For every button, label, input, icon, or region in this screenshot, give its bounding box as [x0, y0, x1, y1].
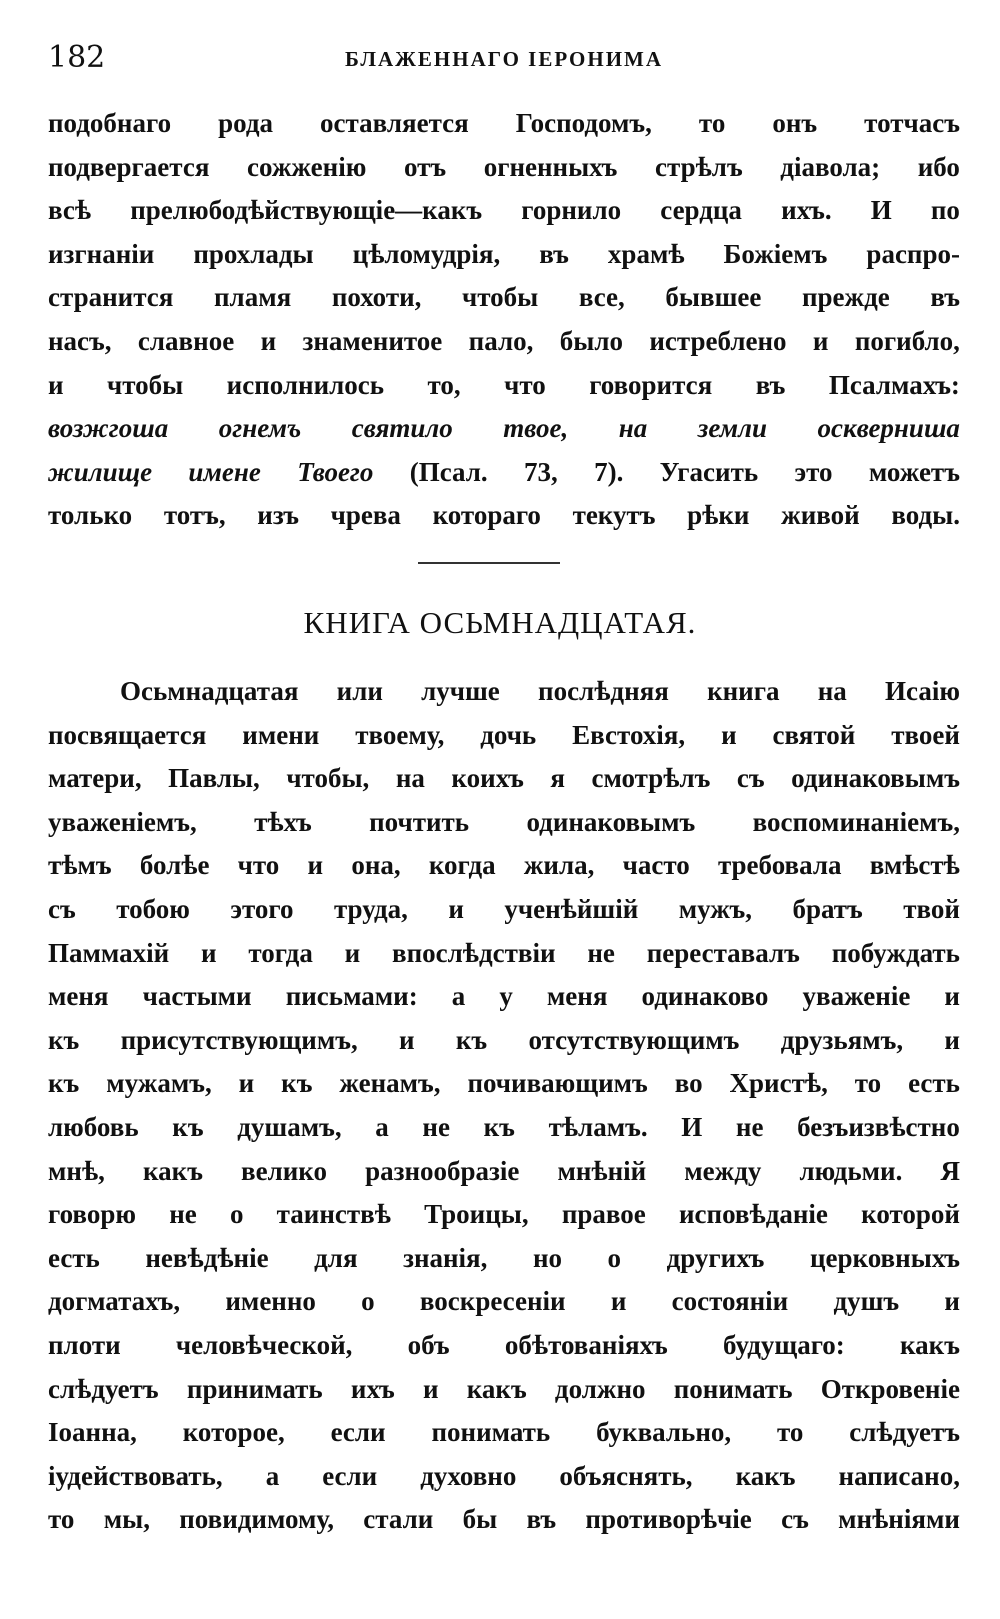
word: безъизвѣстно [797, 1111, 960, 1142]
word: уваженіе [802, 981, 911, 1012]
word: живой [781, 500, 860, 531]
word: говорится [589, 369, 713, 400]
word: о [229, 1199, 244, 1230]
word: въ [526, 1504, 557, 1535]
word: прохлады [193, 238, 314, 269]
text-line [48, 932, 960, 976]
word: то [698, 108, 726, 138]
word: и [422, 1373, 439, 1404]
word: или [336, 676, 383, 706]
word: Угасить [659, 456, 759, 487]
word: только [48, 500, 133, 531]
text-line [48, 1237, 960, 1281]
word: церковныхъ [809, 1242, 960, 1273]
book-title: КНИГА ОСЬМНАДЦАТАЯ. [303, 605, 697, 640]
word: плоти [48, 1329, 121, 1360]
word: жила, [523, 850, 595, 881]
word: болѣе [139, 850, 210, 881]
word: о [361, 1286, 375, 1317]
text-line [48, 844, 960, 888]
word: огненныхъ [483, 151, 618, 182]
word: женамъ, [339, 1068, 441, 1099]
word: присутствующимъ, [120, 1024, 358, 1055]
word: требовала [717, 850, 842, 881]
word: чтобы [462, 282, 539, 313]
text-line [48, 364, 960, 408]
word: съ [48, 893, 76, 924]
word: но [532, 1242, 563, 1273]
word: когда [428, 850, 496, 881]
word: въ [930, 282, 960, 313]
word: іудействовать, [48, 1460, 223, 1491]
text-line [48, 1150, 960, 1194]
word: душамъ, [237, 1111, 342, 1142]
word: и [448, 893, 464, 924]
word: мнѣ, [48, 1155, 105, 1186]
word: прелюбодѣйствующіе—какъ [130, 195, 483, 226]
word: ихъ [350, 1373, 395, 1404]
text-line [48, 757, 960, 801]
word: къ [483, 1111, 515, 1142]
word: разнообразіе [365, 1155, 520, 1186]
text-line [48, 1019, 960, 1063]
italic-word: твое, [503, 413, 569, 444]
text-line [48, 1324, 960, 1368]
word: одинаковымъ [791, 763, 960, 794]
word: состояніи [671, 1286, 789, 1317]
italic-word: оскверниша [817, 413, 960, 444]
word: и [307, 850, 324, 881]
word: мнѣніями [838, 1504, 960, 1535]
word: о [607, 1242, 622, 1273]
word: не [422, 1111, 450, 1142]
word: меня [546, 981, 608, 1012]
word: частыми [142, 981, 252, 1012]
word: какъ [900, 1329, 960, 1360]
word: 7). [594, 456, 624, 487]
text-line [48, 146, 960, 190]
word: часто [622, 850, 690, 881]
word: ихъ. [781, 195, 832, 226]
word: есть [48, 1242, 100, 1273]
text-line [48, 276, 960, 320]
word: воспоминаніемъ, [752, 806, 960, 837]
page-number: 182 [48, 40, 106, 75]
word: странится [48, 282, 174, 313]
word: и [721, 719, 737, 750]
word: по [930, 195, 960, 226]
word: къ [48, 1024, 80, 1055]
word: тѣламъ. [548, 1111, 648, 1142]
word: вмѣстѣ [869, 850, 960, 881]
word: Христѣ, [729, 1068, 828, 1099]
word: что [237, 850, 280, 881]
word: принимать [186, 1373, 323, 1404]
word: слѣдуетъ [849, 1417, 960, 1448]
main-paragraph [48, 670, 960, 1542]
word: которое, [182, 1417, 285, 1448]
word: исповѣданіе [678, 1199, 828, 1230]
text-line [48, 1062, 960, 1106]
italic-word: на [618, 413, 648, 444]
word: а [451, 981, 466, 1012]
word: знанія, [403, 1242, 488, 1273]
word: на [395, 763, 425, 794]
text-line [48, 714, 960, 758]
word: пало, [468, 325, 534, 356]
word: цѣломудрія, [352, 238, 501, 269]
word: говорю [48, 1199, 136, 1230]
word: одинаково [641, 981, 769, 1012]
word: было [559, 325, 623, 356]
word: дочь [480, 719, 537, 750]
word: во [674, 1068, 703, 1099]
word: славное [137, 325, 235, 356]
word: чрева [330, 500, 401, 531]
word: а [265, 1460, 280, 1491]
word: тотъ, [163, 500, 226, 531]
word: смотрѣлъ [591, 763, 711, 794]
word: чтобы, [286, 763, 370, 794]
word: подвергается [48, 151, 210, 182]
text-line [48, 1455, 960, 1499]
word: и [610, 1286, 627, 1317]
word: изъ [257, 500, 299, 531]
text-line [48, 494, 960, 538]
word: мужамъ, [106, 1068, 212, 1099]
word: чтобы [107, 369, 184, 400]
word: она, [351, 850, 401, 881]
word: Псалмахъ: [828, 369, 960, 400]
word: къ [48, 1068, 80, 1099]
word: сердца [660, 195, 742, 226]
word: почтить [369, 806, 470, 837]
word: любовь [48, 1111, 139, 1142]
word: таинствѣ [276, 1199, 391, 1230]
word: къ [281, 1068, 313, 1099]
text-line [48, 1193, 960, 1237]
word: это [794, 456, 833, 487]
word: можетъ [868, 456, 960, 487]
word: должно [554, 1373, 646, 1404]
text-line [48, 1498, 960, 1542]
word: тѣхъ [254, 806, 312, 837]
word: душъ [833, 1286, 900, 1317]
word: онъ [772, 108, 818, 138]
text-line [48, 888, 960, 932]
word: и [812, 325, 829, 356]
word: людьми. [799, 1155, 903, 1186]
word: стали [363, 1504, 434, 1535]
word: послѣдняя [538, 676, 669, 706]
word: Іоанна, [48, 1417, 137, 1448]
word: и [260, 325, 277, 356]
word: если [322, 1460, 378, 1491]
word: Осьмнадцатая [120, 676, 299, 706]
word: мы, [103, 1504, 150, 1535]
word: то, [427, 369, 461, 400]
word: сожженію [247, 151, 367, 182]
word: Павлы, [168, 763, 260, 794]
word: Евстохія, [572, 719, 686, 750]
word: между [684, 1155, 762, 1186]
word: труда, [333, 893, 408, 924]
word: храмѣ [607, 238, 685, 269]
word: уваженіемъ, [48, 806, 197, 837]
word: этого [230, 893, 294, 924]
word: какъ [466, 1373, 527, 1404]
text-line [48, 975, 960, 1019]
word: какъ [735, 1460, 796, 1491]
word: знаменитое [302, 325, 443, 356]
italic-word: огнемъ [218, 413, 302, 444]
word: правое [561, 1199, 646, 1230]
text-line [48, 801, 960, 845]
word: что [504, 369, 546, 400]
word: и [944, 981, 960, 1012]
word: Паммахій [48, 937, 170, 968]
italic-word: земли [697, 413, 768, 444]
word: къ [172, 1111, 204, 1142]
italic-word: святило [351, 413, 453, 444]
text-line [48, 233, 960, 277]
word: и [48, 369, 64, 400]
word: тогда [248, 937, 313, 968]
word: то [777, 1417, 804, 1448]
word: невѣдѣніе [145, 1242, 269, 1273]
word: впослѣдствіи [392, 937, 556, 968]
running-title: БЛАЖЕННАГО ІЕРОНИМА [344, 47, 664, 71]
word: а [375, 1111, 389, 1142]
word: прежде [801, 282, 890, 313]
word: всѣ [48, 195, 92, 226]
text-line [48, 1280, 960, 1324]
word: 73, [524, 456, 558, 487]
section-separator-rule [418, 562, 560, 564]
word: все, [578, 282, 625, 313]
word: тобою [116, 893, 190, 924]
word: оставляется [320, 108, 469, 138]
word: Божіемъ [723, 238, 828, 269]
text-line [48, 451, 960, 495]
word: отсутствующимъ [528, 1024, 740, 1055]
word: твой [903, 893, 960, 924]
word: не [169, 1199, 197, 1230]
italic-word: имене [188, 456, 261, 487]
word: если [330, 1417, 386, 1448]
text-line [48, 1411, 960, 1455]
word: похоти, [331, 282, 422, 313]
word: и [200, 937, 217, 968]
word: братъ [792, 893, 863, 924]
word: мужъ, [678, 893, 752, 924]
word: исполнилось [226, 369, 385, 400]
text-line [48, 189, 960, 233]
word: въ [539, 238, 569, 269]
italic-word: Твоего [297, 456, 374, 487]
word: въ [755, 369, 786, 400]
word: И [681, 1111, 703, 1142]
text-line [48, 102, 960, 146]
word: которой [861, 1199, 960, 1230]
word: книга [707, 676, 780, 706]
word: діавола; [780, 151, 881, 182]
word: то [854, 1068, 882, 1099]
word: другихъ [666, 1242, 765, 1273]
text-line [48, 407, 960, 451]
word: воды. [891, 500, 960, 531]
word: переставалъ [646, 937, 800, 968]
word: съ [736, 763, 765, 794]
word: у [499, 981, 513, 1012]
word: духовно [420, 1460, 517, 1491]
word: есть [908, 1068, 960, 1099]
word: догматахъ, [48, 1286, 181, 1317]
word: Откровеніе [820, 1373, 960, 1404]
word: объ [407, 1329, 450, 1360]
word: рода [218, 108, 274, 138]
word: посвящается [48, 719, 207, 750]
text-line [48, 670, 960, 714]
word: изгнаніи [48, 238, 155, 269]
word: подобнаго [48, 108, 172, 138]
word: погибло, [854, 325, 960, 356]
word: буквально, [596, 1417, 732, 1448]
word: обѣтованіяхъ [504, 1329, 668, 1360]
word: текутъ [572, 500, 656, 531]
word: Я [940, 1155, 960, 1186]
word: ученѣйшій [504, 893, 639, 924]
word: лучше [421, 676, 500, 706]
word: съ [781, 1504, 809, 1535]
word: твоему, [355, 719, 445, 750]
word: человѣческой, [175, 1329, 353, 1360]
word: друзьямъ, [780, 1024, 904, 1055]
word: и [944, 1024, 960, 1055]
word: имени [242, 719, 320, 750]
word: мнѣній [557, 1155, 647, 1186]
word: тотчасъ [864, 108, 960, 138]
word: понимать [673, 1373, 793, 1404]
word: распро- [866, 238, 960, 269]
word: ибо [917, 151, 960, 182]
word: бывшее [665, 282, 762, 313]
word: Исаію [885, 676, 960, 706]
word: И [870, 195, 892, 226]
word: я [550, 763, 565, 794]
word: Господомъ, [515, 108, 652, 138]
word: объяснять, [559, 1460, 693, 1491]
word: письмами: [285, 981, 418, 1012]
word: бы [462, 1504, 498, 1535]
word: и [344, 937, 361, 968]
word: насъ, [48, 325, 112, 356]
word: пламя [214, 282, 292, 313]
word: котораго [432, 500, 541, 531]
word: повидимому, [179, 1504, 334, 1535]
top-paragraph [48, 102, 960, 538]
word: для [314, 1242, 358, 1273]
word: слѣдуетъ [48, 1373, 159, 1404]
word: горнило [521, 195, 622, 226]
word: меня [48, 981, 109, 1012]
text-line [48, 1368, 960, 1412]
word: (Псал. [409, 456, 488, 487]
word: рѣки [687, 500, 750, 531]
word: и [944, 1286, 960, 1317]
word: тѣмъ [48, 850, 112, 881]
word: побуждать [831, 937, 960, 968]
word: именно [225, 1286, 316, 1317]
word: и [399, 1024, 415, 1055]
word: коихъ [451, 763, 524, 794]
text-line [48, 1106, 960, 1150]
word: велико [241, 1155, 327, 1186]
word: на [817, 676, 847, 706]
word: святой [772, 719, 856, 750]
word: отъ [403, 151, 447, 182]
word: не [735, 1111, 764, 1142]
italic-word: жилище [48, 456, 153, 487]
word: и [238, 1068, 255, 1099]
text-line [48, 320, 960, 364]
word: къ [455, 1024, 488, 1055]
word: будущаго: [722, 1329, 845, 1360]
word: не [587, 937, 615, 968]
word: стрѣлъ [655, 151, 743, 182]
word: одинаковымъ [526, 806, 696, 837]
word: истреблено [649, 325, 787, 356]
word: матери, [48, 763, 142, 794]
word: понимать [431, 1417, 551, 1448]
running-head [48, 38, 960, 78]
italic-word: возжгоша [48, 413, 169, 444]
word: Троицы, [424, 1199, 529, 1230]
word: твоей [891, 719, 960, 750]
word: воскресеніи [419, 1286, 566, 1317]
word: написано, [838, 1460, 960, 1491]
word: какъ [142, 1155, 203, 1186]
word: противорѣчіе [585, 1504, 752, 1535]
word: то [48, 1504, 75, 1535]
word: почивающимъ [467, 1068, 648, 1099]
